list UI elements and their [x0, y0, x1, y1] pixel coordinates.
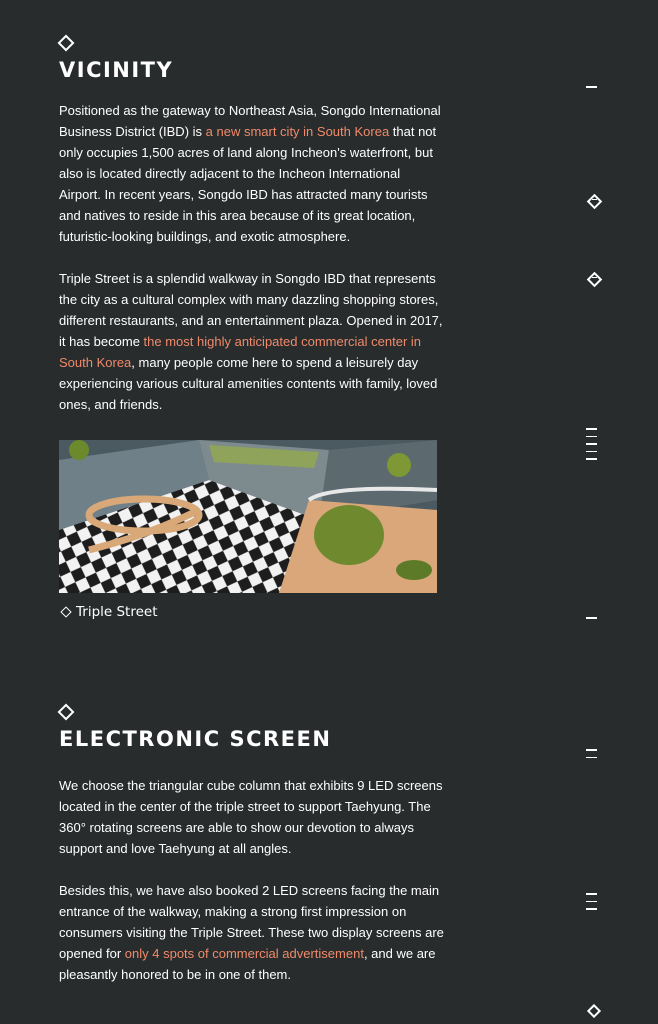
rail-diamond-icon[interactable]	[587, 1004, 601, 1018]
triple-street-illustration	[59, 440, 437, 593]
rail-diamond-icon[interactable]	[587, 194, 603, 210]
rail-diamond-icon[interactable]	[587, 272, 603, 288]
rail-marker-4[interactable]	[586, 893, 600, 916]
highlight-link-commercial-center[interactable]: the most highly anticipated commercial center in South Korea	[59, 334, 422, 370]
highlight-link-smart-city[interactable]: a new smart city in South Korea	[205, 124, 390, 139]
rail-marker-2[interactable]	[586, 617, 600, 625]
vicinity-title: VICINITY	[59, 58, 174, 82]
section-diamond-icon	[58, 35, 75, 52]
highlight-link-ad-spots[interactable]: only 4 spots of commercial advertisement	[124, 946, 364, 961]
rail-marker-3[interactable]	[586, 749, 600, 764]
vicinity-paragraph-1: Positioned as the gateway to Northeast Asia, Songdo International Business District (IBD) is a new smart city in South Korea that not only occupies 1,500 acres of land along Incheon's waterfront, but also is located directly adjacent to the Incheon International Airport. In recent years, Songdo IBD has attracted many tourists and natives to reside in this area because of its great location, futuristic-looking buildings, and exotic atmosphere.	[59, 103, 441, 244]
electronic-screen-title: ELECTRONIC SCREEN	[59, 727, 332, 751]
electronic-paragraph-2: Besides this, we have also booked 2 LED screens facing the main entrance of the walkway, making a strong first impression on consumers visiting the Triple Street. These two display screens are opened for only 4 spots of commercial advertisement, and we are pleasantly honored to be in one of them.	[59, 883, 444, 982]
section-diamond-icon	[58, 704, 75, 721]
caption-diamond-icon	[60, 606, 71, 617]
triple-street-photo	[59, 440, 437, 593]
vicinity-paragraph-2: Triple Street is a splendid walkway in Songdo IBD that represents the city as a cultural complex with many dazzling shopping stores, different restaurants, and an entertainment plaza. Opened in 2017, it has become the most highly anticipated commercial center in South Korea, many people come here to spend a leisurely day experiencing various cultural amenities contents with family, loved ones, and friends.	[59, 271, 443, 412]
electronic-paragraph-1: We choose the triangular cube column that exhibits 9 LED screens located in the center of the triple street to support Taehyung. The 360° rotating screens are able to show our devotion to always support and love Taehyung at all angles.	[59, 778, 443, 856]
rail-marker-1[interactable]	[586, 86, 600, 94]
photo-caption: Triple Street	[59, 604, 158, 620]
rail-marker-lines[interactable]	[586, 428, 600, 466]
